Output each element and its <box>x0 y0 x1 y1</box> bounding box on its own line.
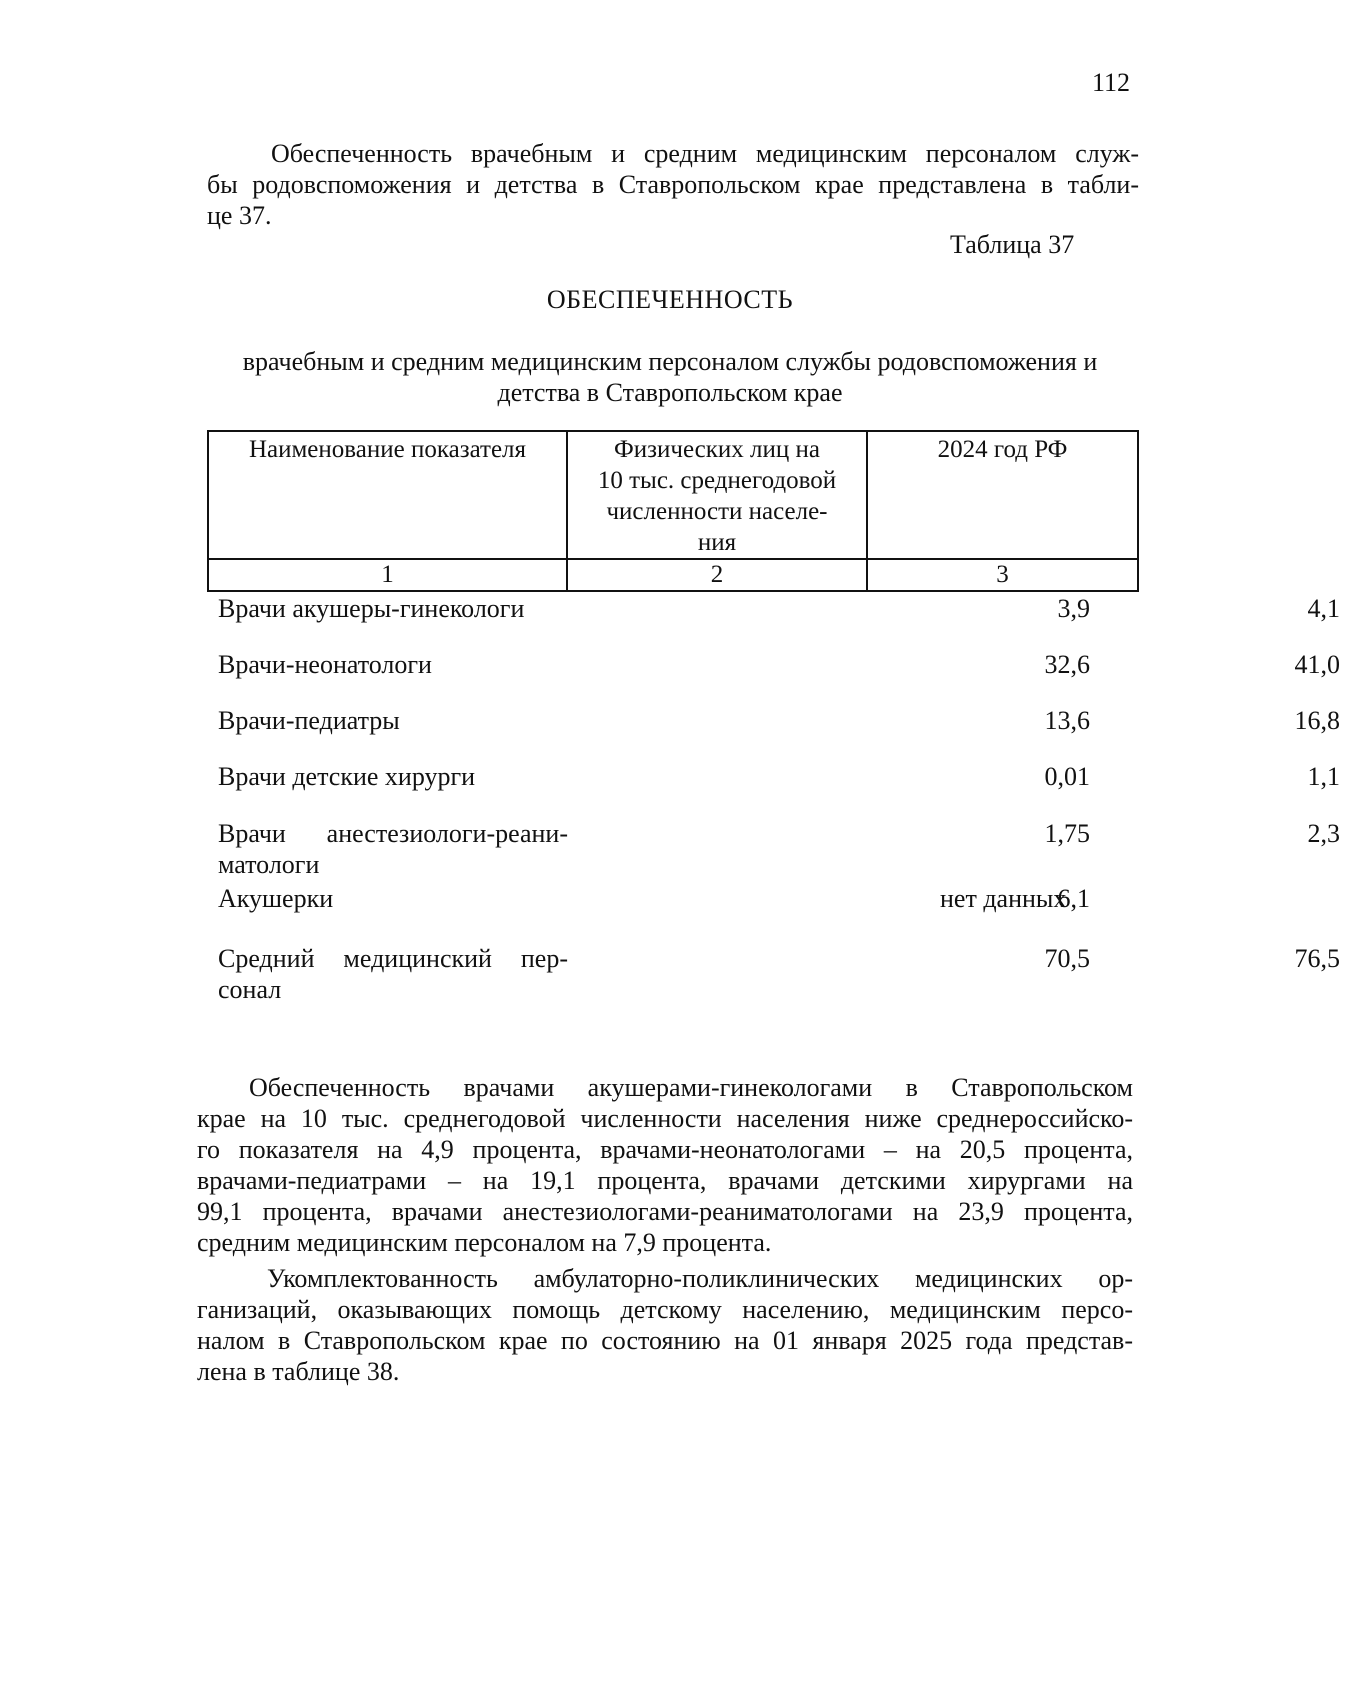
column-number: 3 <box>867 559 1138 591</box>
row-name-line: Акушерки <box>218 884 334 913</box>
table-subtitle-line: врачебным и средним медицинским персоналом службы родовспоможения и <box>242 347 1098 376</box>
row-rf-value: 41,0 <box>1294 650 1340 679</box>
intro-paragraph <box>207 138 1139 231</box>
paragraph-line: го показателя на 4,9 процента, врачами-неонатологами – на 20,5 процента, <box>197 1135 1133 1164</box>
table-subtitle <box>200 346 1140 408</box>
row-rf-value: 4,1 <box>1307 594 1340 623</box>
row-value: 3,9 <box>1057 594 1090 623</box>
row-name <box>218 943 568 1005</box>
paragraph-line: налом в Ставропольском крае по состоянию на 01 января 2025 года представ- <box>197 1326 1133 1355</box>
header-text: 10 тыс. среднегодовой <box>597 467 837 494</box>
table-header <box>207 430 1139 592</box>
row-name-line: матологи <box>218 850 320 879</box>
row-rf-value: нет данных <box>940 884 1067 913</box>
paragraph-line: средним медицинским персоналом на 7,9 процента. <box>197 1228 772 1257</box>
paragraph-line: врачами-педиатрами – на 19,1 процента, врачами детскими хирургами на <box>197 1166 1133 1195</box>
row-name-line: Средний медицинский пер- <box>218 944 568 973</box>
intro-line: бы родовспоможения и детства в Ставропольском крае представлена в табли- <box>207 170 1139 199</box>
row-name <box>218 593 568 624</box>
row-name <box>218 649 568 680</box>
row-rf-value: 16,8 <box>1294 706 1340 735</box>
row-rf-value: 2,3 <box>1307 819 1340 848</box>
intro-line: це 37. <box>207 201 272 230</box>
row-name-line: Врачи акушеры-гинекологи <box>218 594 525 623</box>
row-value: 6,1 <box>1057 884 1090 913</box>
row-value: 32,6 <box>1044 650 1090 679</box>
row-name-line: Врачи-неонатологи <box>218 650 432 679</box>
row-rf-value: 76,5 <box>1294 944 1340 973</box>
row-value: 1,75 <box>1044 819 1090 848</box>
paragraph-line: лена в таблице 38. <box>197 1357 400 1386</box>
header-text: 2024 год РФ <box>937 436 1068 463</box>
row-name <box>218 818 568 880</box>
table-subtitle-line: детства в Ставропольском крае <box>497 378 843 407</box>
row-name <box>218 883 568 914</box>
column-number: 2 <box>567 559 867 591</box>
row-rf-value: 1,1 <box>1307 762 1340 791</box>
page-number: 112 <box>1092 68 1131 97</box>
column-number: 1 <box>208 559 567 591</box>
paragraph-line: 99,1 процента, врачами анестезиологами-реаниматологами на 23,9 процента, <box>197 1197 1133 1226</box>
paragraph-line: Обеспеченность врачами акушерами-гинекологами в Ставропольском <box>249 1073 1133 1102</box>
paragraph-2 <box>197 1263 1133 1387</box>
row-name-line: Врачи анестезиологи-реани- <box>218 819 568 848</box>
header-text: численности населе- <box>606 498 828 525</box>
row-value: 70,5 <box>1044 944 1090 973</box>
header-cell-rf-2024 <box>867 431 1138 559</box>
header-cell-name <box>208 431 567 559</box>
row-name-line: сонал <box>218 975 282 1004</box>
intro-line: Обеспеченность врачебным и средним медицинским персоналом служ- <box>271 139 1139 168</box>
header-text: ния <box>697 529 737 556</box>
header-text: Физических лиц на <box>613 436 820 463</box>
paragraph-line: крае на 10 тыс. среднегодовой численности населения ниже среднероссийско- <box>197 1104 1133 1133</box>
table-label: Таблица 37 <box>950 230 1075 259</box>
paragraph-line: ганизаций, оказывающих помощь детскому населению, медицинским персо- <box>197 1295 1133 1324</box>
header-cell-per-10k <box>567 431 867 559</box>
row-name <box>218 761 568 792</box>
paragraph-1 <box>197 1072 1133 1258</box>
table-title: ОБЕСПЕЧЕННОСТЬ <box>546 285 794 314</box>
row-value: 13,6 <box>1044 706 1090 735</box>
row-name-line: Врачи детские хирурги <box>218 762 476 791</box>
row-value: 0,01 <box>1044 762 1090 791</box>
header-text: Наименование показателя <box>248 436 527 463</box>
paragraph-line: Укомплектованность амбулаторно-поликлинических медицинских ор- <box>267 1264 1133 1293</box>
row-name <box>218 705 568 736</box>
row-name-line: Врачи-педиатры <box>218 706 400 735</box>
